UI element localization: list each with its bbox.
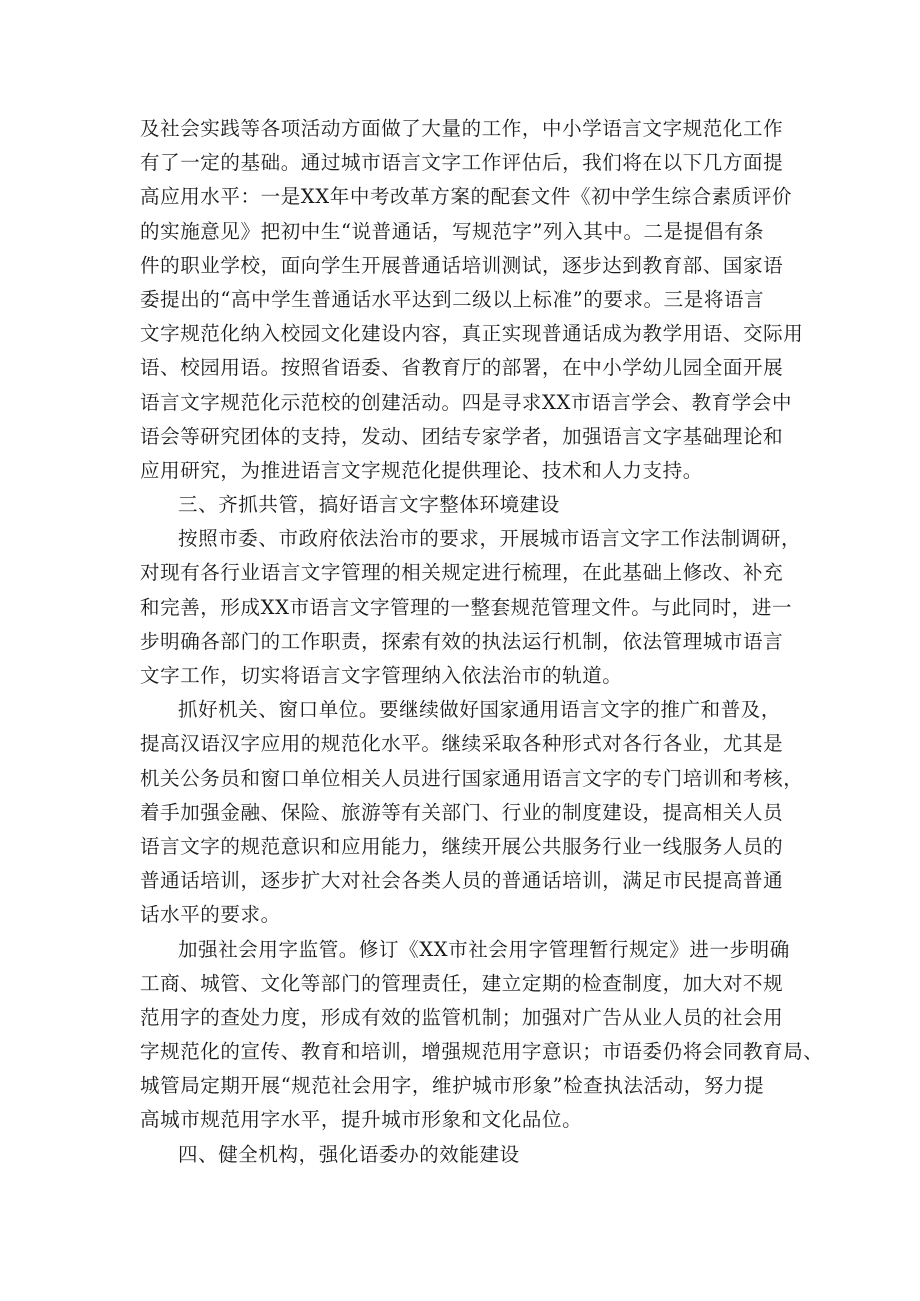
- text-line: 提高汉语汉字应用的规范化水平。继续采取各种形式对各行各业，尤其是: [140, 732, 784, 756]
- text-line: 语言文字的规范意识和应用能力，继续开展公共服务行业一线服务人员的: [140, 834, 784, 858]
- text-line: 对现有各行业语言文字管理的相关规定进行梳理，在此基础上修改、补充: [140, 561, 784, 585]
- text-line: 和完善，形成XX市语言文字管理的一整套规范管理文件。与此同时，进一: [140, 595, 793, 619]
- text-line: 话水平的要求。: [140, 903, 281, 927]
- text-line: 文字规范化纳入校园文化建设内容，真正实现普通话成为教学用语、交际用: [140, 322, 804, 346]
- text-line: 城管局定期开展“规范社会用字，维护城市形象”检查执法活动，努力提: [140, 1074, 765, 1098]
- text-line: 加强社会用字监管。修订《XX市社会用字管理暂行规定》进一步明确: [178, 937, 790, 961]
- text-line: 按照市委、市政府依法治市的要求，开展城市语言文字工作法制调研，: [178, 527, 802, 551]
- text-line: 有了一定的基础。通过城市语言文字工作评估后，我们将在以下几方面提: [140, 151, 784, 175]
- text-line: 工商、城管、文化等部门的管理责任，建立定期的检查制度，加大对不规: [140, 971, 784, 995]
- text-line: 件的职业学校，面向学生开展普通话培训测试，逐步达到教育部、国家语: [140, 253, 784, 277]
- text-line: 高应用水平：一是XX年中考改革方案的配套文件《初中学生综合素质评价: [140, 185, 793, 209]
- text-line: 字规范化的宣传、教育和培训，增强规范用字意识；市语委仍将会同教育局、: [140, 1040, 824, 1064]
- document-body: [140, 112, 824, 1172]
- text-line: 抓好机关、窗口单位。要继续做好国家通用语言文字的推广和普及，: [178, 698, 782, 722]
- text-line: 普通话培训，逐步扩大对社会各类人员的普通话培训，满足市民提高普通: [140, 869, 784, 893]
- text-line: 文字工作，切实将语言文字管理纳入依法治市的轨道。: [140, 664, 623, 687]
- text-line: 语言文字规范化示范校的创建活动。四是寻求XX市语言学会、教育学会中: [140, 390, 793, 414]
- text-line: 范用字的查处力度，形成有效的监管机制；加强对广告从业人员的社会用: [140, 1005, 784, 1029]
- text-line: 着手加强金融、保险、旅游等有关部门、行业的制度建设，提高相关人员: [140, 800, 784, 824]
- text-line: 高城市规范用字水平，提升城市形象和文化品位。: [140, 1108, 583, 1132]
- text-line: 的实施意见》把初中生“说普通话，写规范字”列入其中。二是提倡有条: [140, 219, 765, 243]
- text-line: 机关公务员和窗口单位相关人员进行国家通用语言文字的专门培训和考核，: [140, 766, 804, 790]
- text-line: 语会等研究团体的支持，发动、团结专家学者，加强语言文字基础理论和: [140, 424, 784, 448]
- text-line: 步明确各部门的工作职责，探索有效的执法运行机制，依法管理城市语言: [140, 629, 784, 653]
- text-line: 应用研究，为推进语言文字规范化提供理论、技术和人力支持。: [140, 458, 703, 482]
- text-line: 委提出的“高中学生普通话水平达到二级以上标准”的要求。三是将语言: [140, 287, 765, 311]
- section-heading: 三、齐抓共管，搞好语言文字整体环境建设: [178, 493, 560, 517]
- text-line: 语、校园用语。按照省语委、省教育厅的部署，在中小学幼儿园全面开展: [140, 356, 784, 380]
- section-heading: 四、健全机构，强化语委办的效能建设: [178, 1142, 520, 1166]
- text-line: 及社会实践等各项活动方面做了大量的工作，中小学语言文字规范化工作: [140, 117, 784, 140]
